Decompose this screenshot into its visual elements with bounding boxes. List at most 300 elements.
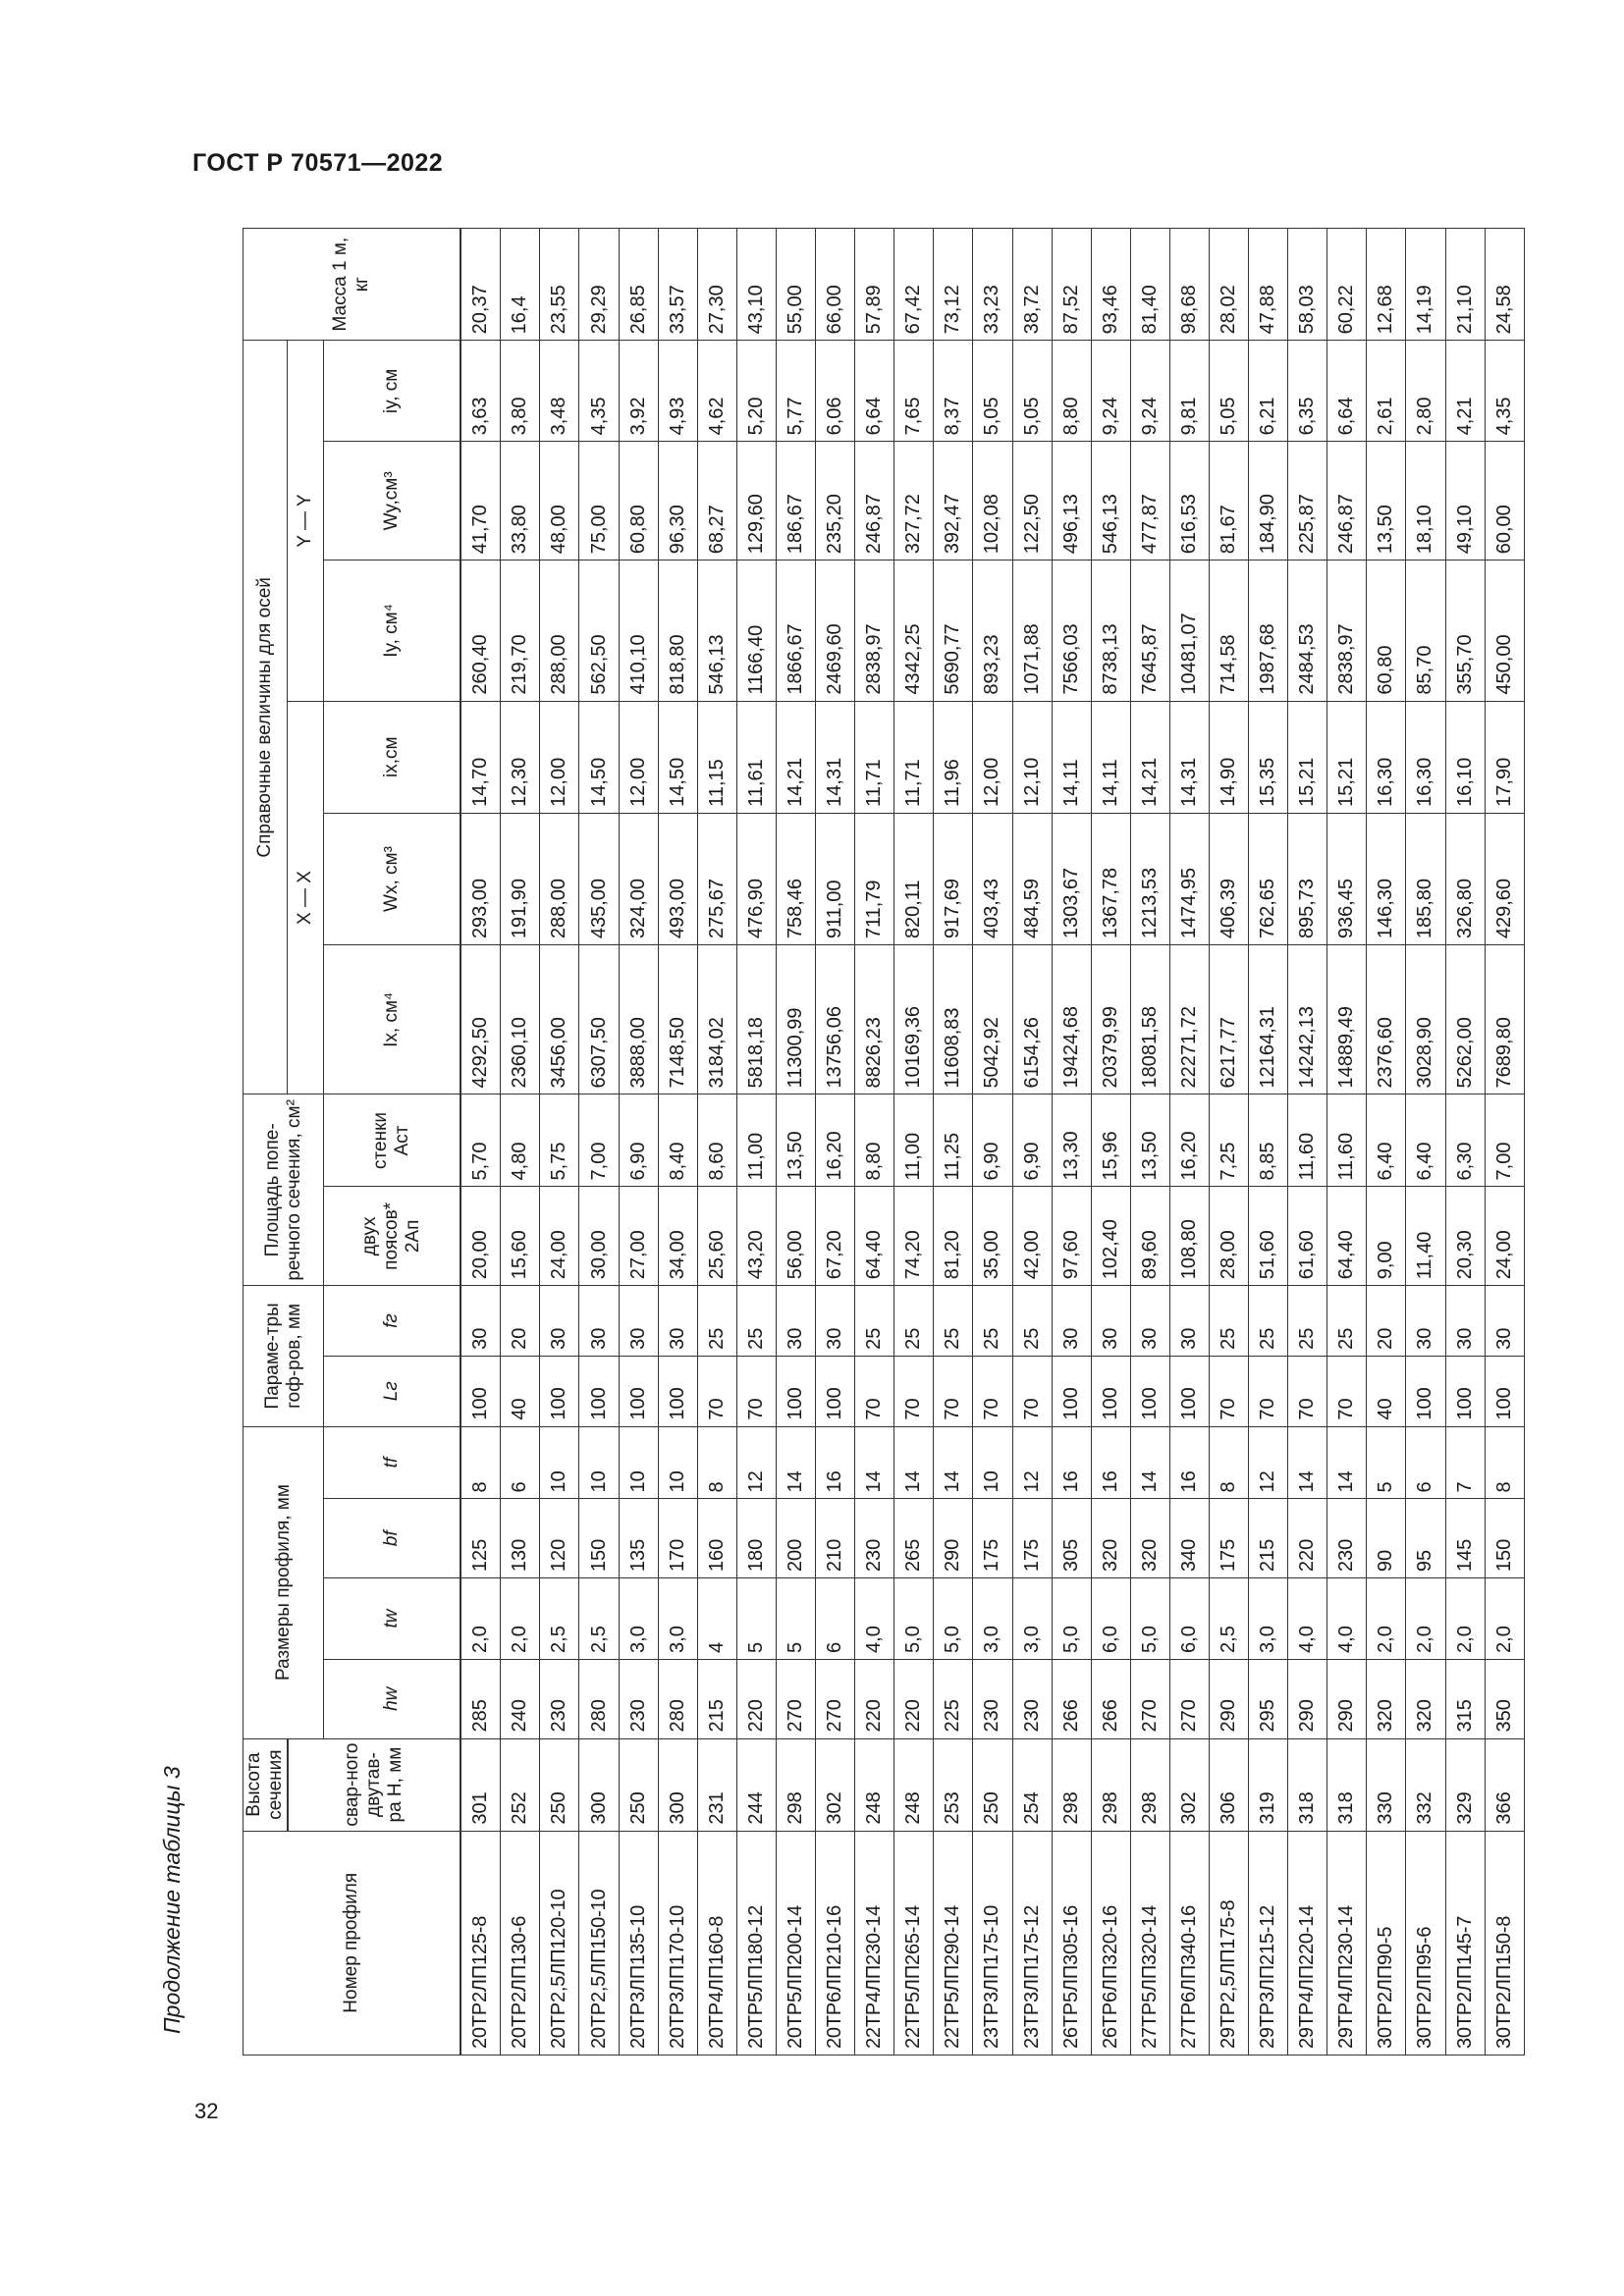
table-cell: 15,96 [1091, 1095, 1130, 1187]
table-cell: 14,31 [816, 701, 855, 813]
table-cell: 11,96 [934, 701, 973, 813]
header-web: стенки Aст [324, 1095, 461, 1187]
table-cell: 280 [658, 1659, 697, 1738]
table-cell: 4 [697, 1578, 736, 1660]
table-cell: 14 [934, 1426, 973, 1499]
table-cell: 917,69 [934, 813, 973, 944]
table-cell: 108,80 [1169, 1187, 1209, 1286]
table-cell: 9,00 [1367, 1187, 1406, 1286]
table-cell: 327,72 [894, 442, 934, 561]
table-cell: 85,70 [1406, 561, 1445, 701]
table-row [1209, 229, 1248, 2056]
table-cell: 24,00 [1485, 1187, 1524, 1286]
profile-number-cell: 20ТР2ЛП125-8 [460, 1831, 501, 2055]
table-cell: 476,90 [736, 813, 776, 944]
table-cell: 5262,00 [1445, 945, 1485, 1095]
table-cell: 70 [1327, 1356, 1367, 1426]
table-cell: 30 [1091, 1286, 1130, 1357]
table-cell: 81,67 [1209, 442, 1248, 561]
table-cell: 320 [1091, 1499, 1130, 1578]
table-cell: 295 [1249, 1659, 1288, 1738]
table-cell: 122,50 [1012, 442, 1052, 561]
table-row [855, 229, 894, 2056]
table-cell: 13,50 [776, 1095, 815, 1187]
table-cell: 4292,50 [460, 945, 501, 1095]
header-profile-dimensions: Размеры профиля, мм [244, 1426, 324, 1738]
table-cell: 17,90 [1485, 701, 1524, 813]
table-row [973, 229, 1012, 2056]
table-cell: 820,11 [894, 813, 934, 944]
table-row [776, 229, 815, 2056]
table-cell: 48,00 [540, 442, 579, 561]
table-cell: 16,30 [1406, 701, 1445, 813]
profile-number-cell: 29ТР3ЛП215-12 [1249, 1831, 1288, 2055]
table-cell: 180 [736, 1499, 776, 1578]
table-cell: 26,85 [619, 229, 658, 341]
table-cell: 290 [1327, 1659, 1367, 1738]
profile-number-cell: 20ТР4ЛП160-8 [697, 1831, 736, 2055]
table-cell: 324,00 [619, 813, 658, 944]
table-cell: 184,90 [1249, 442, 1288, 561]
table-cell: 120 [540, 1499, 579, 1578]
table-cell: 306 [1209, 1738, 1248, 1831]
table-cell: 25 [894, 1286, 934, 1357]
table-cell: 185,80 [1406, 813, 1445, 944]
table-row [1327, 229, 1367, 2056]
table-cell: 27,30 [697, 229, 736, 341]
header-wx: Wx, см³ [324, 813, 461, 944]
table-cell: 11300,99 [776, 945, 815, 1095]
page-number: 32 [194, 2099, 219, 2123]
table-cell: 230 [540, 1659, 579, 1738]
table-cell: 4,0 [855, 1578, 894, 1660]
profile-number-cell: 20ТР3ЛП170-10 [658, 1831, 697, 2055]
table-row [1485, 229, 1524, 2056]
table-cell: 150 [1485, 1499, 1524, 1578]
table-cell: 102,40 [1091, 1187, 1130, 1286]
table-cell: 5,0 [1130, 1578, 1169, 1660]
table-cell: 30 [1445, 1286, 1485, 1357]
table-cell: 42,00 [1012, 1187, 1052, 1286]
table-cell: 160 [697, 1499, 736, 1578]
table-cell: 5,75 [540, 1095, 579, 1187]
table-cell: 51,60 [1249, 1187, 1288, 1286]
table-cell: 6,40 [1367, 1095, 1406, 1187]
table-cell: 30 [1169, 1286, 1209, 1357]
table-cell: 893,23 [973, 561, 1012, 701]
header-axis-xx: X — X [288, 701, 324, 1095]
table-cell: 97,60 [1052, 1187, 1091, 1286]
table-cell: 9,81 [1169, 341, 1209, 442]
table-cell: 5818,18 [736, 945, 776, 1095]
table-cell: 220 [1288, 1499, 1327, 1578]
table-cell: 6,21 [1249, 341, 1288, 442]
table-cell: 100 [1485, 1356, 1524, 1426]
table-cell: 70 [855, 1356, 894, 1426]
table-cell: 90 [1367, 1499, 1406, 1578]
table-cell: 5,05 [1209, 341, 1248, 442]
table-cell: 5,0 [1052, 1578, 1091, 1660]
table-cell: 14889,49 [1327, 945, 1367, 1095]
table-cell: 100 [1445, 1356, 1485, 1426]
table-cell: 6,0 [1169, 1578, 1209, 1660]
table-cell: 10 [579, 1426, 619, 1499]
table-cell: 248 [855, 1738, 894, 1831]
table-cell: 14,21 [776, 701, 815, 813]
table-cell: 270 [776, 1659, 815, 1738]
table-cell: 2360,10 [501, 945, 540, 1095]
table-cell: 3,0 [658, 1578, 697, 1660]
table-row [1367, 229, 1406, 2056]
profile-number-cell: 30ТР2ЛП95-6 [1406, 1831, 1445, 2055]
table-cell: 11,71 [894, 701, 934, 813]
profile-number-cell: 27ТР6ЛП340-16 [1169, 1831, 1209, 2055]
table-cell: 758,46 [776, 813, 815, 944]
table-cell: 66,00 [816, 229, 855, 341]
table-cell: 7645,87 [1130, 561, 1169, 701]
table-cell: 210 [816, 1499, 855, 1578]
table-cell: 230 [1327, 1499, 1367, 1578]
profile-number-cell: 29ТР2,5ЛП175-8 [1209, 1831, 1248, 2055]
table-cell: 28,00 [1209, 1187, 1248, 1286]
table-cell: 16,20 [816, 1095, 855, 1187]
table-cell: 34,00 [658, 1187, 697, 1286]
table-cell: 250 [540, 1738, 579, 1831]
table-cell: 21,10 [1445, 229, 1485, 341]
table-cell: 16,4 [501, 229, 540, 341]
table-cell: 260,40 [460, 561, 501, 701]
table-cell: 14,31 [1169, 701, 1209, 813]
table-cell: 9,24 [1091, 341, 1130, 442]
table-cell: 30,00 [579, 1187, 619, 1286]
table-cell: 30 [1485, 1286, 1524, 1357]
table-cell: 11,60 [1327, 1095, 1367, 1187]
table-cell: 8738,13 [1091, 561, 1130, 701]
table-cell: 230 [973, 1659, 1012, 1738]
table-cell: 30 [579, 1286, 619, 1357]
table-row [894, 229, 934, 2056]
table-cell: 4,35 [579, 341, 619, 442]
profile-number-cell: 27ТР5ЛП320-14 [1130, 1831, 1169, 2055]
table-cell: 14 [776, 1426, 815, 1499]
table-cell: 60,00 [1485, 442, 1524, 561]
table-cell: 96,30 [658, 442, 697, 561]
table-cell: 11,40 [1406, 1187, 1445, 1286]
table-cell: 1987,68 [1249, 561, 1288, 701]
profile-number-cell: 20ТР2,5ЛП150-10 [579, 1831, 619, 2055]
table-cell: 74,20 [894, 1187, 934, 1286]
table-cell: 10 [540, 1426, 579, 1499]
table-row [816, 229, 855, 2056]
table-cell: 290 [934, 1499, 973, 1578]
table-cell: 16 [816, 1426, 855, 1499]
table-header [244, 229, 461, 2056]
table-cell: 10 [973, 1426, 1012, 1499]
table-cell: 429,60 [1485, 813, 1524, 944]
table-cell: 1071,88 [1012, 561, 1052, 701]
table-cell: 16,10 [1445, 701, 1485, 813]
table-cell: 3888,00 [619, 945, 658, 1095]
header-bf: bf [324, 1499, 461, 1578]
header-two-flanges: двух поясов* 2Aп [324, 1187, 461, 1286]
table-cell: 100 [1169, 1356, 1209, 1426]
table-cell: 24,58 [1485, 229, 1524, 341]
table-row [501, 229, 540, 2056]
header-corrugation-params: Параме-тры гоф-ров, мм [244, 1286, 324, 1426]
table-cell: 250 [973, 1738, 1012, 1831]
table-cell: 14,70 [460, 701, 501, 813]
table-cell: 5,20 [736, 341, 776, 442]
profile-number-cell: 20ТР6ЛП210-16 [816, 1831, 855, 2055]
table-cell: 20 [501, 1286, 540, 1357]
table-cell: 1166,40 [736, 561, 776, 701]
table-cell: 298 [1130, 1738, 1169, 1831]
table-cell: 100 [816, 1356, 855, 1426]
table-cell: 100 [540, 1356, 579, 1426]
table-cell: 6,90 [619, 1095, 658, 1187]
table-cell: 57,89 [855, 229, 894, 341]
profile-number-cell: 29ТР4ЛП220-14 [1288, 1831, 1327, 2055]
table-row [1249, 229, 1288, 2056]
table-cell: 145 [1445, 1499, 1485, 1578]
table-cell: 67,42 [894, 229, 934, 341]
table-cell: 13,30 [1052, 1095, 1091, 1187]
table-cell: 8,85 [1249, 1095, 1288, 1187]
table-cell: 25,60 [697, 1187, 736, 1286]
table-cell: 1213,53 [1130, 813, 1169, 944]
table-cell: 12,00 [540, 701, 579, 813]
table-cell: 220 [736, 1659, 776, 1738]
table-cell: 288,00 [540, 561, 579, 701]
table-cell: 33,23 [973, 229, 1012, 341]
standard-header: ГОСТ Р 70571—2022 [192, 149, 444, 177]
table-cell: 2838,97 [1327, 561, 1367, 701]
table-cell: 12 [736, 1426, 776, 1499]
table-cell: 25 [697, 1286, 736, 1357]
profile-number-cell: 22ТР4ЛП230-14 [855, 1831, 894, 2055]
table-cell: 714,58 [1209, 561, 1248, 701]
table-cell: 13,50 [1130, 1095, 1169, 1187]
table-row [934, 229, 973, 2056]
table-cell: 298 [1091, 1738, 1130, 1831]
table-cell: 3,0 [973, 1578, 1012, 1660]
table-cell: 19424,68 [1052, 945, 1091, 1095]
table-cell: 319 [1249, 1738, 1288, 1831]
table-cell: 410,10 [619, 561, 658, 701]
table-cell: 25 [973, 1286, 1012, 1357]
header-iy-radius: iy, см [324, 341, 461, 442]
header-lg: Lг [324, 1356, 461, 1426]
table-row [1288, 229, 1327, 2056]
table-row [460, 229, 501, 2056]
table-cell: 5,77 [776, 341, 815, 442]
table-cell: 9,24 [1130, 341, 1169, 442]
table-cell: 129,60 [736, 442, 776, 561]
table-cell: 2,5 [1209, 1578, 1248, 1660]
table-cell: 270 [1130, 1659, 1169, 1738]
table-row [1130, 229, 1169, 2056]
table-cell: 12 [1012, 1426, 1052, 1499]
table-cell: 285 [460, 1659, 501, 1738]
table-cell: 135 [619, 1499, 658, 1578]
profile-number-cell: 23ТР3ЛП175-10 [973, 1831, 1012, 2055]
table-cell: 47,88 [1249, 229, 1288, 341]
table-cell: 302 [816, 1738, 855, 1831]
rotated-table-container [243, 228, 1515, 2056]
table-cell: 16 [1091, 1426, 1130, 1499]
table-cell: 12164,31 [1249, 945, 1288, 1095]
table-cell: 4342,25 [894, 561, 934, 701]
table-cell: 248 [894, 1738, 934, 1831]
table-cell: 230 [619, 1659, 658, 1738]
table-cell: 298 [1052, 1738, 1091, 1831]
table-cell: 11608,83 [934, 945, 973, 1095]
table-row [1052, 229, 1091, 2056]
table-cell: 5,0 [934, 1578, 973, 1660]
profile-number-cell: 29ТР4ЛП230-14 [1327, 1831, 1367, 2055]
table-cell: 16 [1052, 1426, 1091, 1499]
table-cell: 12,00 [973, 701, 1012, 813]
table-cell: 270 [1169, 1659, 1209, 1738]
table-cell: 290 [1209, 1659, 1248, 1738]
table-cell: 546,13 [697, 561, 736, 701]
table-cell: 5 [1367, 1426, 1406, 1499]
table-cell: 2,0 [1367, 1578, 1406, 1660]
profile-number-cell: 26ТР6ЛП320-16 [1091, 1831, 1130, 2055]
table-cell: 25 [1288, 1286, 1327, 1357]
table-row [1406, 229, 1445, 2056]
table-cell: 392,47 [934, 442, 973, 561]
table-row [619, 229, 658, 2056]
table-cell: 6307,50 [579, 945, 619, 1095]
table-cell: 30 [619, 1286, 658, 1357]
table-cell: 3,92 [619, 341, 658, 442]
table-cell: 2838,97 [855, 561, 894, 701]
header-fg: fг [324, 1286, 461, 1357]
table-cell: 70 [736, 1356, 776, 1426]
table-cell: 175 [1012, 1499, 1052, 1578]
table-cell: 81,40 [1130, 229, 1169, 341]
table-cell: 11,00 [736, 1095, 776, 1187]
table-cell: 2,0 [501, 1578, 540, 1660]
table-cell: 20,00 [460, 1187, 501, 1286]
table-cell: 13756,06 [816, 945, 855, 1095]
table-cell: 265 [894, 1499, 934, 1578]
profile-table [243, 228, 1525, 2056]
table-cell: 8 [460, 1426, 501, 1499]
table-caption: Продолжение таблицы 3 [159, 1766, 185, 2034]
table-cell: 2,0 [460, 1578, 501, 1660]
table-cell: 130 [501, 1499, 540, 1578]
table-cell: 230 [1012, 1659, 1052, 1738]
header-hw: hw [324, 1659, 461, 1738]
table-cell: 435,00 [579, 813, 619, 944]
table-cell: 244 [736, 1738, 776, 1831]
table-row [1012, 229, 1052, 2056]
table-cell: 3,0 [619, 1578, 658, 1660]
table-cell: 6 [816, 1578, 855, 1660]
table-cell: 220 [894, 1659, 934, 1738]
table-cell: 11,00 [894, 1095, 934, 1187]
table-cell: 3,48 [540, 341, 579, 442]
table-cell: 7566,03 [1052, 561, 1091, 701]
table-cell: 250 [619, 1738, 658, 1831]
table-cell: 6,90 [1012, 1095, 1052, 1187]
table-row [658, 229, 697, 2056]
table-cell: 6 [1406, 1426, 1445, 1499]
table-cell: 230 [855, 1499, 894, 1578]
table-cell: 81,20 [934, 1187, 973, 1286]
table-cell: 7,25 [1209, 1095, 1248, 1187]
table-cell: 95 [1406, 1499, 1445, 1578]
table-cell: 100 [1130, 1356, 1169, 1426]
table-cell: 275,67 [697, 813, 736, 944]
table-cell: 25 [736, 1286, 776, 1357]
table-cell: 7,00 [579, 1095, 619, 1187]
table-cell: 16 [1169, 1426, 1209, 1499]
table-cell: 6,40 [1406, 1095, 1445, 1187]
table-cell: 146,30 [1367, 813, 1406, 944]
table-cell: 329 [1445, 1738, 1485, 1831]
table-cell: 70 [1288, 1356, 1327, 1426]
table-cell: 302 [1169, 1738, 1209, 1831]
table-cell: 73,12 [934, 229, 973, 341]
table-cell: 496,13 [1052, 442, 1091, 561]
table-cell: 6217,77 [1209, 945, 1248, 1095]
table-cell: 406,39 [1209, 813, 1248, 944]
table-cell: 266 [1091, 1659, 1130, 1738]
table-cell: 30 [658, 1286, 697, 1357]
table-cell: 102,08 [973, 442, 1012, 561]
header-profile-number: Номер профиля [244, 1831, 461, 2055]
table-cell: 14,11 [1091, 701, 1130, 813]
table-cell: 12,10 [1012, 701, 1052, 813]
table-cell: 225,87 [1288, 442, 1327, 561]
table-cell: 2,80 [1406, 341, 1445, 442]
profile-number-cell: 23ТР3ЛП175-12 [1012, 1831, 1052, 2055]
table-cell: 175 [973, 1499, 1012, 1578]
table-cell: 215 [697, 1659, 736, 1738]
table-cell: 8 [1209, 1426, 1248, 1499]
table-cell: 231 [697, 1738, 736, 1831]
table-cell: 93,46 [1091, 229, 1130, 341]
table-cell: 254 [1012, 1738, 1052, 1831]
profile-number-cell: 30ТР2ЛП145-7 [1445, 1831, 1485, 2055]
table-cell: 6,64 [855, 341, 894, 442]
header-ix-radius: ix,см [324, 701, 461, 813]
table-cell: 25 [934, 1286, 973, 1357]
table-cell: 100 [776, 1356, 815, 1426]
profile-number-cell: 20ТР2ЛП130-6 [501, 1831, 540, 2055]
table-cell: 911,00 [816, 813, 855, 944]
table-cell: 64,40 [1327, 1187, 1367, 1286]
table-cell: 55,00 [776, 229, 815, 341]
table-cell: 253 [934, 1738, 973, 1831]
table-cell: 1866,67 [776, 561, 815, 701]
table-cell: 298 [776, 1738, 815, 1831]
table-cell: 616,53 [1169, 442, 1209, 561]
table-cell: 711,79 [855, 813, 894, 944]
table-cell: 60,80 [619, 442, 658, 561]
table-cell: 4,62 [697, 341, 736, 442]
table-row [1169, 229, 1209, 2056]
table-cell: 5,05 [973, 341, 1012, 442]
table-cell: 100 [460, 1356, 501, 1426]
table-cell: 10 [658, 1426, 697, 1499]
table-cell: 25 [1249, 1286, 1288, 1357]
table-row [1091, 229, 1130, 2056]
table-cell: 5042,92 [973, 945, 1012, 1095]
